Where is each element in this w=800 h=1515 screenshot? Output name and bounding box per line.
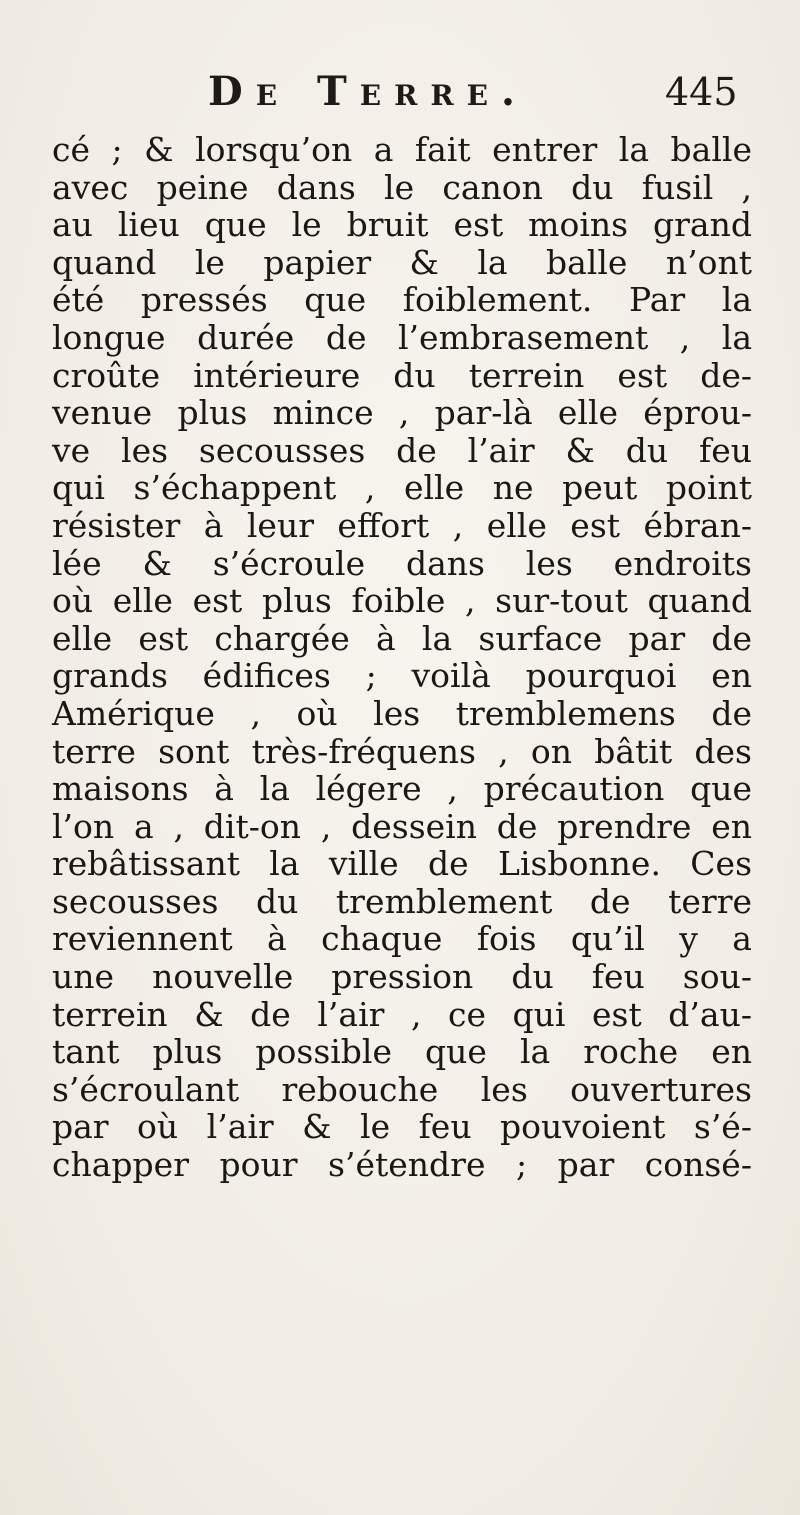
text-line: chapper pour s’étendre ; par consé- <box>52 1145 752 1185</box>
text-line: une nouvelle pression du feu sou- <box>52 957 752 997</box>
text-line: Amérique , où les tremblemens de <box>52 693 752 733</box>
text-line: quand le papier & la balle n’ont <box>52 242 752 282</box>
text-line: avec peine dans le canon du fusil , <box>52 167 752 207</box>
text-line: l’on a , dit-on , dessein de prendre en <box>52 806 752 846</box>
text-line: au lieu que le bruit est moins grand <box>52 205 752 245</box>
text-line: longue durée de l’embrasement , la <box>52 317 752 357</box>
text-line: venue plus mince , par-là elle éprou- <box>52 393 752 433</box>
text-line: terrein & de l’air , ce qui est d’au- <box>52 994 752 1034</box>
text-line: s’écroulant rebouche les ouvertures <box>52 1069 752 1109</box>
text-line: où elle est plus foible , sur-tout quand <box>52 581 752 621</box>
page-header <box>0 68 800 128</box>
text-line: rebâtissant la ville de Lisbonne. Ces <box>52 844 752 884</box>
text-line: été pressés que foiblement. Par la <box>52 280 752 320</box>
text-line: maisons à la légere , précaution que <box>52 769 752 809</box>
text-line: elle est chargée à la surface par de <box>52 618 752 658</box>
text-line: qui s’échappent , elle ne peut point <box>52 468 752 508</box>
text-line: cé ; & lorsqu’on a fait entrer la balle <box>52 130 752 169</box>
page-number: 445 <box>665 70 738 114</box>
text-line: résister à leur effort , elle est ébran- <box>52 505 752 545</box>
body-text <box>52 131 752 1184</box>
text-line: croûte intérieure du terrein est de- <box>52 355 752 395</box>
text-line: tant plus possible que la roche en <box>52 1032 752 1072</box>
running-title: De Terre. <box>208 68 528 115</box>
text-line: reviennent à chaque fois qu’il y a <box>52 919 752 959</box>
text-line: par où l’air & le feu pouvoient s’é- <box>52 1107 752 1147</box>
text-line: grands édifices ; voilà pourquoi en <box>52 656 752 696</box>
text-line: lée & s’écroule dans les endroits <box>52 543 752 583</box>
text-line: terre sont très-fréquens , on bâtit des <box>52 731 752 771</box>
text-line: secousses du tremblement de terre <box>52 881 752 921</box>
text-line: ve les secousses de l’air & du feu <box>52 430 752 470</box>
